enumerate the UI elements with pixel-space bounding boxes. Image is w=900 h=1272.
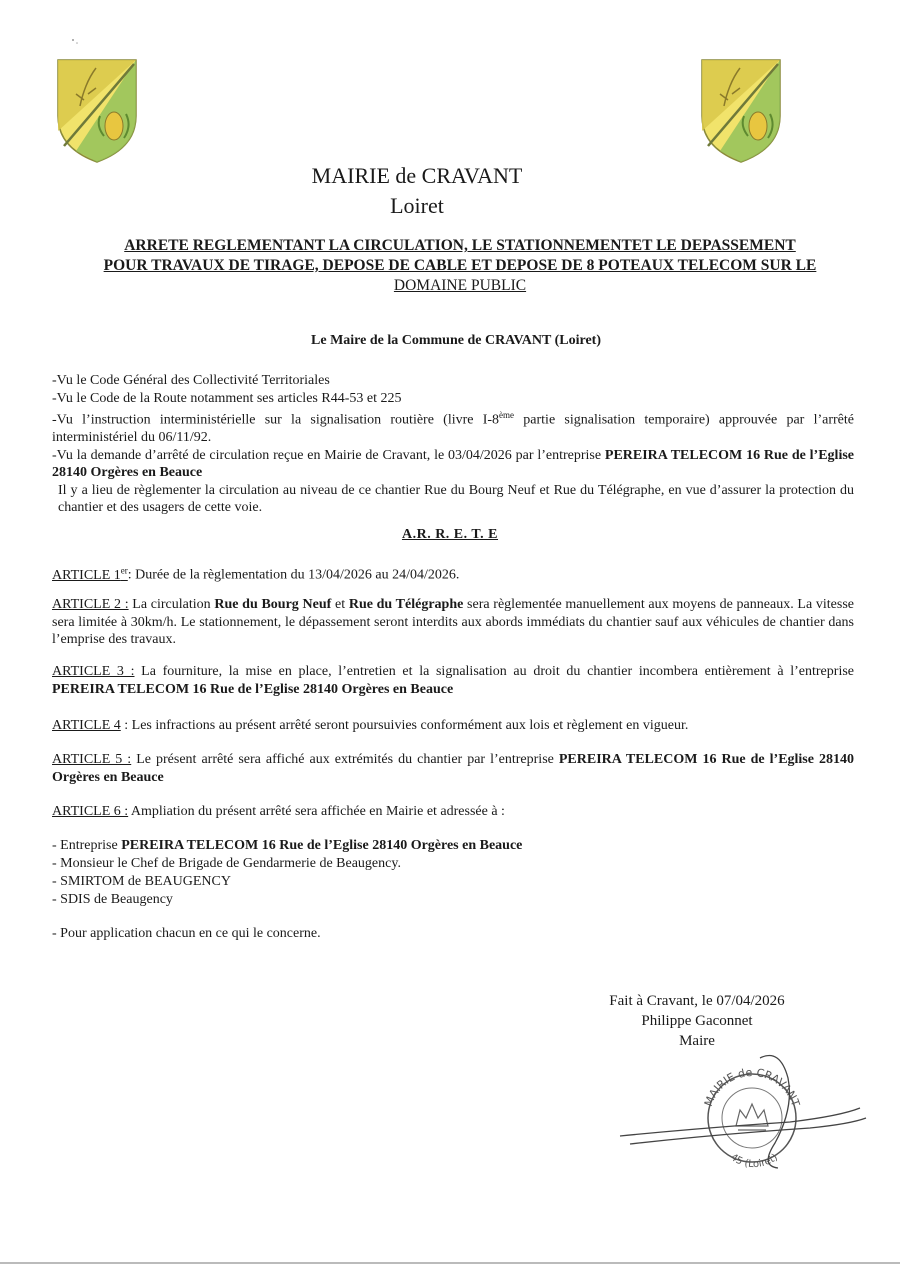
recipient-1-company: PEREIRA TELECOM 16 Rue de l’Eglise 28140 Orgères en Beauce — [121, 838, 523, 853]
vu-line-2: -Vu le Code de la Route notamment ses articles R44-53 et 225 — [52, 390, 402, 406]
recipient-1-pre: - Entreprise — [52, 838, 122, 853]
recipient-3: - SMIRTOM de BEAUGENCY — [52, 874, 231, 889]
article-4-label: ARTICLE 4 — [52, 718, 121, 733]
arrete-title — [60, 236, 860, 296]
article-5 — [52, 751, 854, 786]
mayor-name: Philippe Gaconnet — [641, 1013, 753, 1029]
article-1-label — [52, 565, 128, 583]
article-3-text: La fourniture, la mise en place, l’entretien et la signalisation au droit du chantier incombera entièrement à l’entreprise — [134, 664, 854, 679]
article-2 — [52, 596, 854, 649]
coat-of-arms-left — [56, 56, 138, 166]
application-line: - Pour application chacun en ce qui le concerne. — [52, 926, 321, 941]
vu-line-3-post: partie signalisation temporaire) approuvée par l’arrêté interministériel du 06/11/92. — [52, 412, 854, 446]
article-6-label: ARTICLE 6 : — [52, 804, 129, 819]
article-3 — [52, 663, 854, 698]
vu-line-4-pre: -Vu la demande d’arrêté de circulation reçue en Mairie de Cravant, le 03/04/2026 par l’entreprise — [52, 447, 605, 463]
article-3-company: PEREIRA TELECOM 16 Rue de l’Eglise 28140 Orgères en Beauce — [52, 681, 454, 697]
svg-text:45 (Loiret): 45 (Loiret) — [728, 1151, 780, 1171]
department-subtitle: Loiret — [390, 193, 444, 218]
article-2-street-2: Rue du Télégraphe — [348, 597, 464, 612]
article-5-company: PEREIRA TELECOM 16 Rue de l’Eglise 28140 Orgères en Beauce — [52, 752, 854, 785]
vu-line-3-sup: ème — [499, 410, 515, 420]
recipient-2: - Monsieur le Chef de Brigade de Gendarmerie de Beaugency. — [52, 856, 401, 871]
vu-line-4 — [52, 447, 854, 482]
arrete-title-line-2: POUR TRAVAUX DE TIRAGE, DEPOSE DE CABLE ET DEPOSE DE 8 POTEAUX TELECOM SUR LE — [103, 257, 817, 274]
article-6-text: Ampliation du présent arrêté sera affichée en Mairie et adressée à : — [128, 804, 505, 819]
scan-speck — [70, 36, 80, 46]
recipient-4: - SDIS de Beaugency — [52, 892, 173, 907]
vu-line-4-company: PEREIRA TELECOM 16 Rue de l’Eglise 28140 Orgères en Beauce — [52, 447, 854, 481]
article-2-label: ARTICLE 2 : — [52, 597, 129, 612]
maire-heading: Le Maire de la Commune de CRAVANT (Loiret) — [311, 333, 601, 348]
article-1 — [52, 562, 854, 584]
recipients-list — [52, 837, 752, 909]
article-5-text: Le présent arrêté sera affiché aux extrémités du chantier par l’entreprise — [131, 752, 559, 767]
article-5-label: ARTICLE 5 : — [52, 752, 132, 767]
article-1-sup: er — [120, 565, 128, 575]
signature-block — [592, 991, 802, 1051]
article-1-label-text: ARTICLE 1 — [52, 567, 121, 583]
svg-text:MAIRIE de CRAVANT: MAIRIE de CRAVANT — [701, 1065, 803, 1109]
arrete-heading: A.R. R. E. T. E — [401, 527, 499, 542]
article-2-post: sera règlementée manuellement aux moyens de panneaux. La vitesse sera limitée à 30km/h. Le stationnement, le dépassement seront interdits aux abords immédiats du chantier sauf aux véhicules de chantier dans l’emprise des travaux. — [52, 597, 854, 647]
mairie-title: MAIRIE de CRAVANT — [311, 163, 523, 188]
article-2-pre: La circulation — [128, 597, 215, 612]
article-2-street-1: Rue du Bourg Neuf — [214, 597, 332, 612]
page-bottom-rule — [0, 1262, 900, 1264]
considerants — [52, 372, 854, 517]
article-2-mid: et — [331, 597, 349, 612]
recipient-1 — [52, 837, 752, 855]
arrete-title-line-1: ARRETE REGLEMENTANT LA CIRCULATION, LE STATIONNEMENTET LE DEPASSEMENT — [124, 237, 796, 254]
article-4-text: : Les infractions au présent arrêté seront poursuivies conformément aux lois et règlement en vigueur. — [120, 718, 689, 733]
article-4 — [52, 717, 854, 735]
vu-line-3-pre: -Vu l’instruction interministérielle sur la signalisation routière (livre I-8 — [52, 412, 500, 428]
mairie-stamp-signature — [610, 1048, 870, 1178]
vu-line-3 — [52, 407, 854, 447]
article-1-text: : Durée de la règlementation du 13/04/2026 au 24/04/2026. — [127, 567, 460, 583]
arrete-title-line-3: DOMAINE PUBLIC — [393, 277, 527, 294]
coat-of-arms-right — [700, 56, 782, 166]
article-6 — [52, 803, 854, 821]
vu-line-5: Il y a lieu de règlementer la circulation au niveau de ce chantier Rue du Bourg Neuf et Rue du Télégraphe, en vue d’assurer la protection du chantier et des usagers de cette voie. — [58, 482, 854, 516]
mayor-role: Maire — [679, 1033, 715, 1049]
article-3-label: ARTICLE 3 : — [52, 664, 135, 679]
place-date: Fait à Cravant, le 07/04/2026 — [609, 993, 785, 1009]
vu-line-1: -Vu le Code Général des Collectivité Territoriales — [52, 373, 330, 388]
